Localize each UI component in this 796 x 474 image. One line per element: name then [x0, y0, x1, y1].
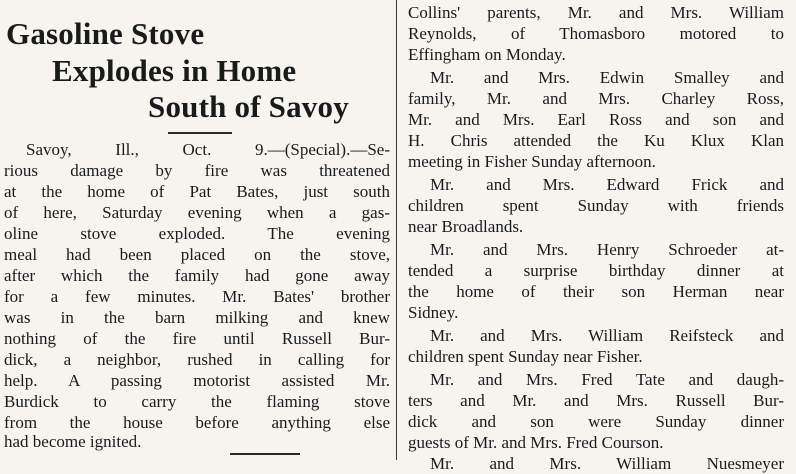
article-text-line: dick, a neighbor, rushed in calling for	[4, 350, 390, 369]
news-text-line: near Broadlands.	[408, 217, 524, 236]
article-text-line: rious damage by fire was threatened	[4, 161, 390, 180]
left-column	[0, 0, 392, 460]
right-column	[402, 0, 796, 473]
news-text-line: children spent Sunday near Fisher.	[408, 347, 643, 366]
article-text-line: of here, Saturday evening when a gas-	[4, 203, 390, 222]
news-text-line: the home of their son Herman near	[408, 282, 784, 301]
news-text-line: Effingham on Monday.	[408, 45, 566, 64]
news-text-line: Mr. and Mrs. William Nuesmeyer	[430, 454, 784, 473]
article-text-line: nothing of the fire until Russell Bur-	[4, 329, 390, 348]
article-text-line: had become ignited.	[4, 432, 142, 451]
news-text-line: tended a surprise birthday dinner at	[408, 261, 784, 280]
news-text-line: Mr. and Mrs. Fred Tate and daugh-	[430, 370, 784, 389]
article-text-line: meal had been placed on the stove,	[4, 245, 390, 264]
headline-line-1: Gasoline Stove	[6, 16, 205, 51]
article-text-line: oline stove exploded. The evening	[4, 224, 390, 243]
article-end-rule	[230, 453, 300, 455]
news-text-line: Mr. and Mrs. Earl Ross and son and	[408, 110, 784, 129]
news-text-line: Collins' parents, Mr. and Mrs. William	[408, 3, 784, 22]
article-text-line: Burdick to carry the flaming stove	[4, 392, 390, 411]
news-text-line: Reynolds, of Thomasboro motored to	[408, 24, 784, 43]
article-text-line: from the house before anything else	[4, 413, 390, 432]
headline-divider	[168, 132, 232, 134]
article-text-line: was in the barn milking and knew	[4, 308, 390, 327]
news-text-line: family, Mr. and Mrs. Charley Ross,	[408, 89, 784, 108]
news-text-line: Mr. and Mrs. Edward Frick and	[430, 175, 784, 194]
news-text-line: guests of Mr. and Mrs. Fred Courson.	[408, 433, 664, 452]
article-text-line: at the home of Pat Bates, just south	[4, 182, 390, 201]
news-text-line: H. Chris attended the Ku Klux Klan	[408, 131, 784, 150]
article-text-line: after which the family had gone away	[4, 266, 390, 285]
news-text-line: dick and son were Sunday dinner	[408, 412, 784, 431]
news-text-line: meeting in Fisher Sunday afternoon.	[408, 152, 656, 171]
article-text-line: for a few minutes. Mr. Bates' brother	[4, 287, 390, 306]
news-text-line: Mr. and Mrs. Henry Schroeder at-	[430, 240, 784, 259]
headline-line-3: South of Savoy	[148, 89, 349, 124]
headline-line-2: Explodes in Home	[52, 53, 297, 88]
article-text-line: help. A passing motorist assisted Mr.	[4, 371, 390, 390]
news-text-line: Mr. and Mrs. Edwin Smalley and	[430, 68, 784, 87]
column-divider	[396, 0, 397, 460]
article-text-line: Savoy, Ill., Oct. 9.—(Special).—Se-	[26, 140, 390, 159]
news-text-line: Sidney.	[408, 303, 459, 322]
news-text-line: Mr. and Mrs. William Reifsteck and	[430, 326, 784, 345]
news-text-line: ters and Mr. and Mrs. Russell Bur-	[408, 391, 784, 410]
news-text-line: children spent Sunday with friends	[408, 196, 784, 215]
